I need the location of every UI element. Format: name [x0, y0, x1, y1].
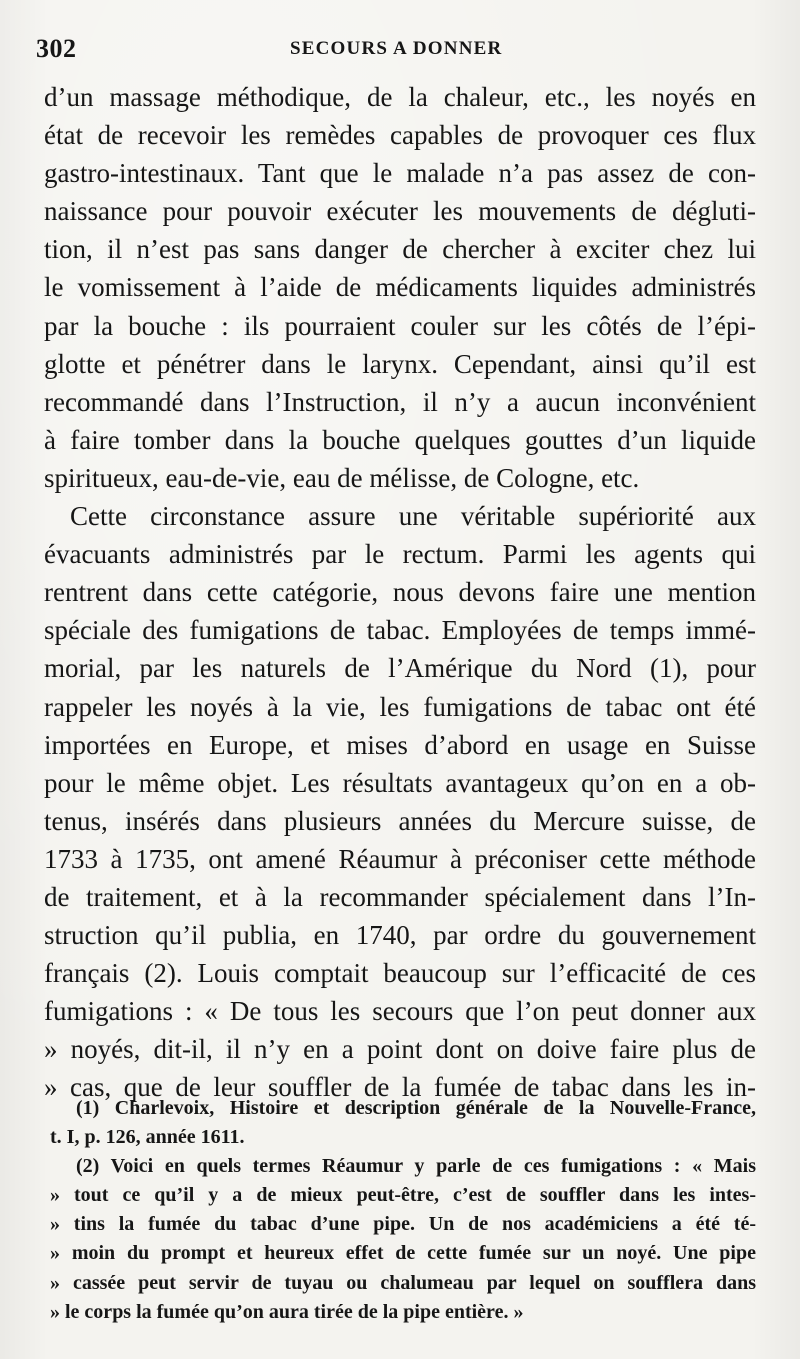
text-line: par la bouche : ils pourraient couler sur les côtés de l’épi-	[44, 310, 756, 341]
page-number: 302	[36, 34, 77, 63]
text-line: importées en Europe, et mises d’abord en usage en Suisse	[44, 729, 756, 760]
text-line: évacuants administrés par le rectum. Parmi les agents qui	[44, 539, 756, 570]
text-line: naissance pour pouvoir exécuter les mouvements de dégluti-	[44, 196, 756, 227]
text-line: état de recevoir les remèdes capables de provoquer ces flux	[44, 120, 756, 151]
footnote-line: » le corps la fumée qu’on aura tirée de la pipe entière. »	[50, 1300, 524, 1323]
footnotes	[50, 1094, 756, 1327]
text-line: français (2). Louis comptait beaucoup sur l’efficacité de ces	[44, 958, 756, 989]
footnote-line: » tout ce qu’il y a de mieux peut-être, c’est de souffler dans les intes-	[50, 1184, 756, 1207]
body-text	[44, 78, 756, 1107]
footnote-line: (1) Charlevoix, Histoire et description générale de la Nouvelle-France,	[76, 1097, 756, 1119]
text-line: » noyés, dit-il, il n’y en a point dont on doive faire plus de	[44, 1034, 756, 1065]
text-line: » cas, que de leur souffler de la fumée de tabac dans les in-	[44, 1072, 756, 1103]
text-line: d’un massage méthodique, de la chaleur, etc., les noyés en	[44, 82, 756, 112]
text-line: spiritueux, eau-de-vie, eau de mélisse, de Cologne, etc.	[44, 462, 640, 493]
text-line: 1733 à 1735, ont amené Réaumur à préconiser cette méthode	[44, 843, 756, 874]
text-line: pour le même objet. Les résultats avantageux qu’on en a ob-	[44, 767, 756, 798]
text-line: gastro-intestinaux. Tant que le malade n’a pas assez de con-	[44, 158, 756, 189]
text-line: fumigations : « De tous les secours que l’on peut donner aux	[44, 996, 756, 1027]
footnote-line: » moin du prompt et heureux effet de cette fumée sur un noyé. Une pipe	[50, 1242, 756, 1265]
text-line: de traitement, et à la recommander spécialement dans l’In-	[44, 881, 756, 912]
text-line: recommandé dans l’Instruction, il n’y a aucun inconvénient	[44, 386, 756, 417]
text-line: rappeler les noyés à la vie, les fumigations de tabac ont été	[44, 691, 756, 722]
footnote-line: t. I, p. 126, année 1611.	[50, 1126, 245, 1149]
running-head: SECOURS A DONNER	[290, 38, 503, 59]
footnote-line: » tins la fumée du tabac d’une pipe. Un de nos académiciens a été té-	[50, 1213, 756, 1236]
text-line: rentrent dans cette catégorie, nous devons faire une mention	[44, 577, 756, 608]
text-line: struction qu’il publia, en 1740, par ordre du gouvernement	[44, 920, 756, 951]
footnote-line: » cassée peut servir de tuyau ou chalumeau par lequel on soufflera dans	[50, 1271, 756, 1294]
text-line: tion, il n’est pas sans danger de chercher à exciter chez lui	[44, 234, 756, 265]
page-header	[36, 34, 756, 64]
text-line: le vomissement à l’aide de médicaments liquides administrés	[44, 272, 756, 303]
text-line: morial, par les naturels de l’Amérique du Nord (1), pour	[44, 653, 756, 684]
text-line: spéciale des fumigations de tabac. Employées de temps immé-	[44, 615, 756, 646]
text-line: à faire tomber dans la bouche quelques gouttes d’un liquide	[44, 424, 756, 455]
text-line: glotte et pénétrer dans le larynx. Cependant, ainsi qu’il est	[44, 348, 756, 379]
text-line: tenus, insérés dans plusieurs années du Mercure suisse, de	[44, 805, 756, 836]
footnote-line: (2) Voici en quels termes Réaumur y parle de ces fumigations : « Mais	[76, 1155, 756, 1178]
text-line: Cette circonstance assure une véritable supériorité aux	[70, 501, 756, 532]
